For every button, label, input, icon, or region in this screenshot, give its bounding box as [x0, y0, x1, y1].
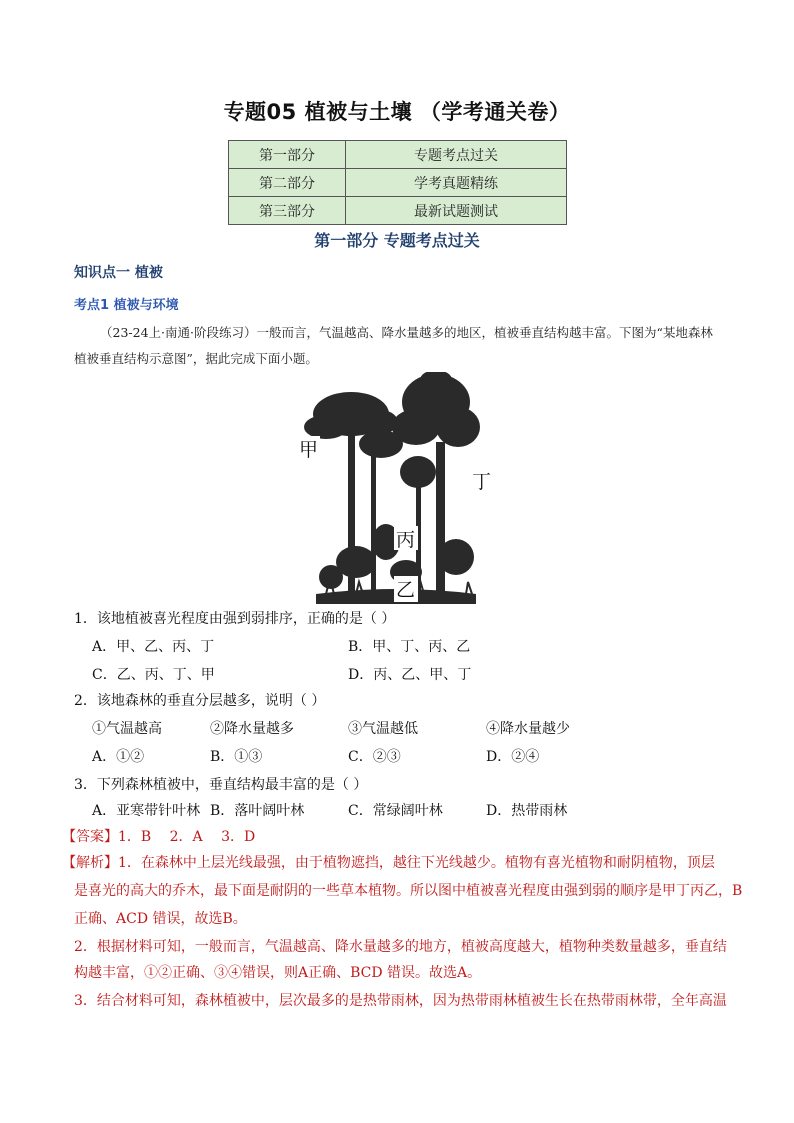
explanation-text-1: 1．在森林中上层光线最强，由于植物遮挡，越往下光线越少。植物有喜光植物和耐阴植物，顶层: [118, 855, 715, 871]
label-jia: 甲: [299, 439, 319, 461]
answer-line: [62, 826, 742, 846]
explanation-line-4: 2．根据材料可知，一般而言，气温越高、降水量越多的地方，植被高度越大，植物种类数量越多，垂直结: [74, 939, 727, 955]
table-cell-name: 最新试题测试: [346, 197, 567, 225]
label-yi: 乙: [396, 579, 416, 601]
explanation-line-1: [62, 852, 742, 872]
table-row: [229, 169, 567, 197]
document-title: 专题05 植被与土壤 （学考通关卷）: [223, 100, 571, 124]
answer-tag: 【答案】: [62, 829, 118, 845]
q3-option-d: D．热带雨林: [486, 803, 568, 819]
q2-option-c: C．②③: [348, 749, 401, 765]
exam-point-heading: 考点1 植被与环境: [74, 298, 179, 313]
table-cell-name: 学考真题精练: [346, 169, 567, 197]
explanation-line-2: 是喜光的高大的乔木，最下面是耐阴的一些草本植物。所以图中植被喜光程度由强到弱的顺序是甲丁丙乙，B: [74, 883, 743, 899]
explanation-tag: 【解析】: [62, 855, 118, 871]
forest-structure-figure: [296, 372, 496, 604]
tree-trunk-ding: [436, 442, 445, 597]
answer-text: 1．B 2．A 3．D: [118, 829, 256, 845]
q2-statement-2: ②降水量越多: [210, 721, 294, 737]
label-bing: 丙: [396, 529, 416, 551]
q2-statement-4: ④降水量越少: [486, 721, 570, 737]
q1-option-b: B．甲、丁、丙、乙: [348, 639, 471, 655]
knowledge-point-heading: 知识点一 植被: [74, 265, 163, 281]
table-cell-name: 专题考点过关: [346, 141, 567, 169]
q2-statement-1: ①气温越高: [92, 721, 162, 737]
table-cell-part: 第三部分: [229, 197, 346, 225]
q2-option-b: B．①③: [210, 749, 263, 765]
table-row: [229, 141, 567, 169]
section-heading: 第一部分 专题考点过关: [314, 231, 480, 250]
question-2-stem: 2．该地森林的垂直分层越多，说明（ ）: [74, 693, 326, 709]
label-ding: 丁: [472, 471, 492, 493]
table-cell-part: 第二部分: [229, 169, 346, 197]
q1-option-a: A．甲、乙、丙、丁: [92, 639, 215, 655]
q3-option-a: A．亚寒带针叶林: [92, 803, 201, 819]
q1-option-c: C．乙、丙、丁、甲: [92, 667, 215, 683]
intro-paragraph: （23-24上·南通·阶段练习）一般而言，气温越高、降水量越多的地区，植被垂直结构越丰富。下图为“某地森林植被垂直结构示意图”，据此完成下面小题。: [74, 325, 713, 366]
question-3-stem: 3．下列森林植被中，垂直结构最丰富的是（ ）: [74, 777, 368, 793]
q2-option-a: A．①②: [92, 749, 145, 765]
explanation-line-5: 构越丰富，①②正确、③④错误，则A正确、BCD 错误。故选A。: [74, 965, 482, 981]
table-row: [229, 197, 567, 225]
explanation-line-3: 正确、ACD 错误，故选B。: [74, 911, 247, 927]
q3-option-b: B．落叶阔叶林: [210, 803, 305, 819]
question-1-stem: 1．该地植被喜光程度由强到弱排序，正确的是（ ）: [74, 611, 396, 627]
explanation-line-6: 3．结合材料可知，森林植被中，层次最多的是热带雨林，因为热带雨林植被生长在热带雨林带，全年高温: [74, 993, 727, 1009]
q2-option-d: D．②④: [486, 749, 540, 765]
table-cell-part: 第一部分: [229, 141, 346, 169]
q3-option-c: C．常绿阔叶林: [348, 803, 443, 819]
q1-option-d: D．丙、乙、甲、丁: [348, 667, 472, 683]
parts-table: [228, 140, 567, 225]
q2-statement-3: ③气温越低: [348, 721, 418, 737]
